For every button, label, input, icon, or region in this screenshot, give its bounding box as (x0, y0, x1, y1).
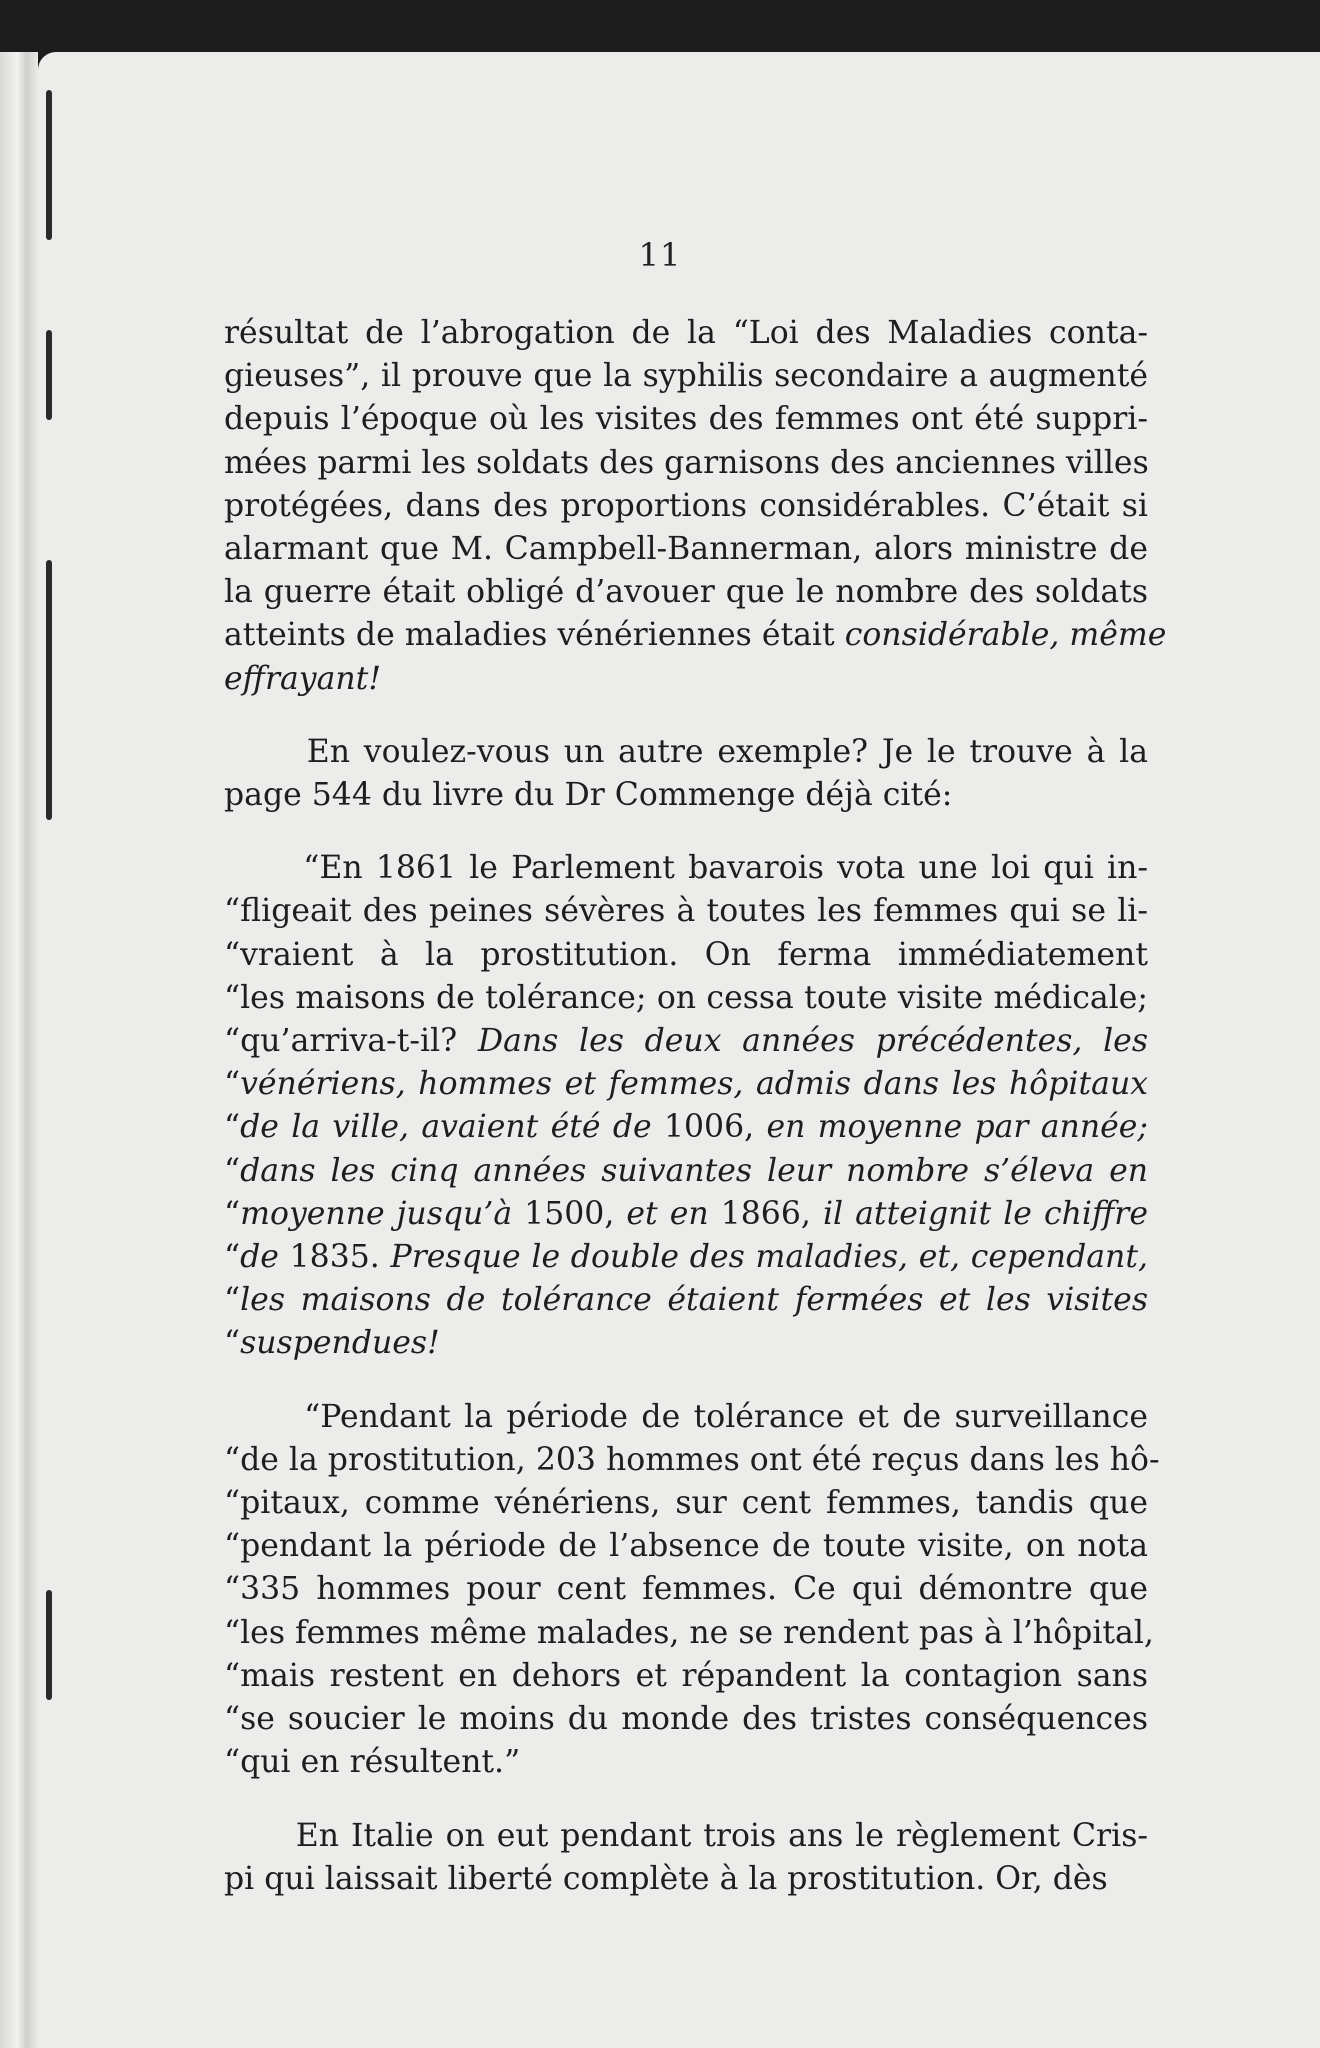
text-line (224, 442, 1148, 485)
spine-shadow-mark (46, 90, 52, 240)
paragraph (224, 1815, 1148, 1901)
italic-text: Presque le double des maladies, et, cependant, (390, 1239, 1148, 1276)
roman-text: atteints de maladies vénériennes était (224, 617, 845, 654)
roman-text: “En 1861 le Parlement bavarois vota une loi qui in- (224, 850, 1148, 887)
text-line (224, 1150, 1148, 1193)
text-line (224, 1396, 1148, 1439)
text-line (224, 1698, 1148, 1741)
roman-text: “ (224, 1282, 241, 1319)
roman-text: “ (224, 1109, 241, 1146)
roman-text: “qu’arriva-t-il? (224, 1023, 478, 1060)
text-line (224, 485, 1148, 528)
roman-text: “ (224, 1152, 241, 1189)
text-line (224, 1106, 1148, 1149)
roman-text: “qui en résultent.” (224, 1744, 521, 1781)
italic-text: de la ville, avaient été de (240, 1109, 664, 1146)
text-line (224, 355, 1148, 398)
roman-text: “mais restent en dehors et répandent la contagion sans (224, 1657, 1148, 1694)
text-line (224, 1741, 1148, 1784)
spine-shadow-mark (46, 1590, 52, 1700)
roman-text: depuis l’époque où les visites des femmes ont été suppri- (224, 401, 1148, 438)
text-line (224, 1858, 1148, 1901)
paragraph-gap (224, 701, 1148, 731)
paragraph-gap (224, 817, 1148, 847)
text-line (224, 847, 1148, 890)
roman-text: 1500, (524, 1195, 627, 1232)
text-line (224, 1815, 1148, 1858)
paragraph-gap (224, 1785, 1148, 1815)
roman-text: “fligeait des peines sévères à toutes les femmes qui se li- (224, 893, 1148, 930)
roman-text: “335 hommes pour cent femmes. Ce qui démontre que (224, 1571, 1148, 1608)
page-number: 11 (638, 236, 682, 274)
roman-text: gieuses”, il prouve que la syphilis secondaire a augmenté (224, 358, 1148, 395)
spine-shadow-mark (46, 330, 52, 420)
roman-text: la guerre était obligé d’avouer que le nombre des soldats (224, 574, 1148, 611)
roman-text: alarmant que M. Campbell-Bannerman, alors ministre de (224, 531, 1148, 568)
text-line (224, 1655, 1148, 1698)
text-line (224, 1193, 1148, 1236)
roman-text: “pitaux, comme vénériens, sur cent femmes, tandis que (224, 1485, 1148, 1522)
roman-text: “ (224, 1066, 241, 1103)
book-spine-edge (0, 52, 38, 2048)
paragraph (224, 1396, 1160, 1785)
text-line (224, 1236, 1148, 1279)
text-line (224, 1322, 1148, 1365)
roman-text: “les femmes même malades, ne se rendent pas à l’hôpital, (224, 1614, 1154, 1651)
paragraph (224, 847, 1148, 1365)
italic-text: dans les cinq années suivantes leur nombre s’éleva en (240, 1152, 1148, 1189)
roman-text: “Pendant la période de tolérance et de surveillance (224, 1398, 1148, 1435)
text-line (224, 658, 1148, 701)
roman-text: 1006, (663, 1109, 767, 1146)
italic-text: les maisons de tolérance étaient fermées et les visites (240, 1282, 1148, 1319)
roman-text: “se soucier le moins du monde des tristes conséquences (224, 1701, 1148, 1738)
italic-text: Dans les deux années précédentes, les (477, 1023, 1148, 1060)
text-line (224, 977, 1148, 1020)
italic-text: suspendues! (240, 1325, 440, 1362)
text-line (224, 571, 1148, 614)
text-line (224, 934, 1148, 977)
spine-shadow-mark (46, 560, 52, 820)
roman-text: “de la prostitution, 203 hommes ont été reçus dans les hô- (224, 1441, 1160, 1478)
text-line (224, 1568, 1148, 1611)
text-line (224, 312, 1148, 355)
text-line (224, 398, 1148, 441)
italic-text: considérable, même (844, 617, 1167, 654)
italic-text: il atteignit le chiffre (822, 1195, 1148, 1232)
roman-text: 1835. (289, 1239, 391, 1276)
text-line (224, 614, 1167, 657)
text-line (224, 890, 1148, 933)
roman-text: “vraient à la prostitution. On ferma immédiatement (224, 936, 1148, 973)
roman-text: “ (224, 1195, 241, 1232)
roman-text: “pendant la période de l’absence de toute visite, on nota (224, 1528, 1148, 1565)
roman-text: En Italie on eut pendant trois ans le règlement Cris- (224, 1817, 1148, 1854)
text-line (224, 1020, 1148, 1063)
paragraph-gap (224, 1366, 1148, 1396)
roman-text: mées parmi les soldats des garnisons des anciennes villes (224, 444, 1149, 481)
italic-text: de (240, 1239, 290, 1276)
text-line (224, 1525, 1148, 1568)
text-line (224, 528, 1148, 571)
roman-text: En voulez-vous un autre exemple? Je le trouve à la (224, 733, 1148, 770)
text-line (224, 1279, 1148, 1322)
italic-text: moyenne jusqu’à (240, 1195, 525, 1232)
italic-text: vénériens, hommes et femmes, admis dans les hôpitaux (240, 1066, 1148, 1103)
roman-text: “les maisons de tolérance; on cessa toute visite médicale; (224, 979, 1148, 1016)
text-line (224, 774, 1148, 817)
roman-text: “ (224, 1239, 241, 1276)
paragraph (224, 312, 1167, 701)
italic-text: en moyenne par année; (766, 1109, 1148, 1146)
roman-text: 1866, (720, 1195, 823, 1232)
roman-text: protégées, dans des proportions considérables. C’était si (224, 487, 1148, 524)
text-line (224, 1612, 1154, 1655)
roman-text: “ (224, 1325, 241, 1362)
italic-text: et en (626, 1195, 721, 1232)
roman-text: pi qui laissait liberté complète à la prostitution. Or, dès (224, 1860, 1108, 1897)
page-body-text (224, 312, 1167, 1901)
roman-text: résultat de l’abrogation de la “Loi des Maladies conta- (224, 315, 1148, 351)
text-line (224, 1482, 1148, 1525)
text-line (224, 1439, 1160, 1482)
paragraph (224, 731, 1148, 817)
roman-text: page 544 du livre du Dr Commenge déjà cité: (224, 777, 953, 814)
italic-text: effrayant! (224, 660, 381, 697)
text-line (224, 731, 1148, 774)
text-line (224, 1063, 1148, 1106)
